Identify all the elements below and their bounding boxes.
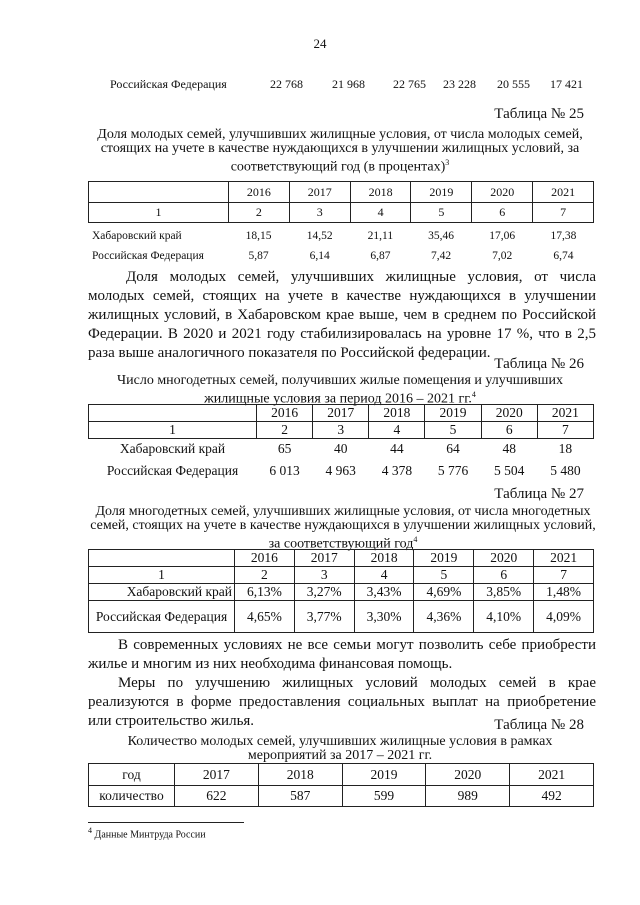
table25-colnum: 4 bbox=[350, 203, 411, 223]
table25-colnum: 7 bbox=[533, 203, 594, 223]
body-paragraph: Меры по улучшению жилищных условий молодых семей в крае реализуются в форме предоставления социальных выплат на приобретение или строительство жилья. bbox=[88, 675, 596, 729]
footnote-text: Данные Минтруда России bbox=[94, 829, 206, 841]
table28-cell: 622 bbox=[175, 786, 259, 807]
table26-cell: 5 504 bbox=[494, 462, 525, 478]
carryover-label: Российская Федерация bbox=[110, 77, 227, 91]
table26-year: 2018 bbox=[369, 405, 425, 422]
table26-cell: 40 bbox=[333, 441, 348, 457]
table28-year: 2019 bbox=[342, 764, 426, 786]
table28-header-label: год bbox=[89, 764, 175, 786]
table25-cell: 6,74 bbox=[553, 250, 574, 262]
table27-cell: 1,48% bbox=[534, 584, 594, 601]
footnote-divider bbox=[88, 822, 244, 823]
table27-row-label: Российская Федерация bbox=[89, 601, 235, 633]
table25-year: 2016 bbox=[229, 182, 290, 203]
table26-cell: 4 963 bbox=[325, 462, 356, 478]
table25-row-label: Хабаровский край bbox=[92, 230, 182, 242]
table26-caption-note: 4 bbox=[471, 390, 476, 399]
table25-year: 2019 bbox=[411, 182, 472, 203]
table27-colnum: 4 bbox=[354, 567, 414, 584]
table27-cell: 6,13% bbox=[235, 584, 295, 601]
table-row bbox=[88, 226, 594, 246]
table26-cell: 64 bbox=[446, 441, 460, 457]
table25-colnum: 2 bbox=[229, 203, 290, 223]
table25-year: 2018 bbox=[350, 182, 411, 203]
table27-cell: 3,77% bbox=[294, 601, 354, 633]
table27-cell: 3,27% bbox=[294, 584, 354, 601]
table28 bbox=[88, 763, 594, 807]
table27-cell: 4,69% bbox=[414, 584, 474, 601]
body-paragraph: В современных условиях не все семьи могут позволить себе приобрести жилье и многим из них необходима финансовая помощь. bbox=[88, 637, 596, 672]
table28-year: 2018 bbox=[258, 764, 342, 786]
table26-heading: Таблица № 26 bbox=[494, 356, 584, 372]
table26-colnum: 2 bbox=[257, 422, 313, 439]
table25-colnum: 1 bbox=[89, 203, 229, 223]
carryover-value: 22 765 bbox=[393, 77, 426, 91]
table25-cell: 7,02 bbox=[492, 250, 513, 262]
table25-cell: 17,06 bbox=[489, 230, 516, 242]
table25-cell: 21,11 bbox=[367, 230, 394, 242]
table25-colnum: 3 bbox=[289, 203, 350, 223]
table27-year: 2018 bbox=[354, 550, 414, 567]
table27-year: 2016 bbox=[235, 550, 295, 567]
table25-caption-text: Доля молодых семей, улучшивших жилищные условия, от числа молодых семей, стоящих на учете в качестве нуждающихся в улучшении жилищных условий, за соответствующий год (в процентах) bbox=[97, 127, 583, 175]
table-row bbox=[89, 584, 594, 601]
table25-colnum: 6 bbox=[472, 203, 533, 223]
page-number: 24 bbox=[313, 36, 327, 51]
table26-cell: 18 bbox=[558, 441, 573, 457]
table28-caption: Количество молодых семей, улучшивших жилищные условия в рамках мероприятий за 2017 – 2021 гг. bbox=[127, 734, 553, 763]
table28-cell: 989 bbox=[426, 786, 510, 807]
table27-colnum: 5 bbox=[414, 567, 474, 584]
table27-cell: 3,43% bbox=[354, 584, 414, 601]
table28-heading: Таблица № 28 bbox=[494, 717, 584, 733]
carryover-value: 23 228 bbox=[443, 77, 476, 91]
table27-year: 2020 bbox=[474, 550, 534, 567]
table25-cell: 35,46 bbox=[428, 230, 454, 242]
table25-corner bbox=[89, 182, 229, 203]
table26 bbox=[88, 404, 594, 482]
table27-row-label: Хабаровский край bbox=[89, 584, 235, 601]
table25-year: 2017 bbox=[289, 182, 350, 203]
table27-cell: 4,65% bbox=[235, 601, 295, 633]
table-row bbox=[88, 246, 594, 266]
table27-cell: 4,36% bbox=[414, 601, 474, 633]
table26-year: 2019 bbox=[425, 405, 481, 422]
table25-year: 2021 bbox=[533, 182, 594, 203]
table26-year: 2017 bbox=[313, 405, 369, 422]
table26-cell: 6 013 bbox=[269, 462, 300, 478]
table28-cell: 587 bbox=[258, 786, 342, 807]
table25-cell: 14,52 bbox=[306, 230, 333, 242]
table25-caption-note: 3 bbox=[445, 158, 450, 167]
carryover-value: 21 968 bbox=[332, 77, 365, 91]
body-paragraph: Доля молодых семей, улучшивших жилищные условия, от числа молодых семей, стоящих на учете в качестве нуждающихся в улучшении жилищных условий, в Хабаровском крае выше, чем в среднем по Российской Федерации. В 2020 и 2021 году стабилизировалась на уровне 17 %, что в 2,5 раза выше аналогичного показателя по Российской федерации. bbox=[88, 269, 596, 361]
table26-row-label: Российская Федерация bbox=[106, 462, 239, 478]
table25-cell: 6,87 bbox=[370, 250, 391, 262]
table25-cell: 7,42 bbox=[430, 250, 452, 262]
table25-cell: 18,15 bbox=[245, 230, 272, 242]
table27-cell: 3,30% bbox=[354, 601, 414, 633]
table-row bbox=[89, 601, 594, 633]
table27-cell: 3,85% bbox=[474, 584, 534, 601]
footnote-mark: 4 bbox=[88, 826, 92, 835]
table26-colnum: 1 bbox=[89, 422, 257, 439]
table25-cell: 5,87 bbox=[248, 250, 269, 262]
table28-cell: 492 bbox=[510, 786, 594, 807]
table26-year: 2021 bbox=[537, 405, 593, 422]
table27-year: 2021 bbox=[534, 550, 594, 567]
carryover-value: 20 555 bbox=[497, 77, 530, 91]
table27-corner bbox=[89, 550, 235, 567]
table27 bbox=[88, 549, 594, 633]
carryover-value: 17 421 bbox=[550, 77, 583, 91]
table25-cell: 17,38 bbox=[550, 230, 577, 242]
table27-colnum: 3 bbox=[294, 567, 354, 584]
table28-row-label: количество bbox=[89, 786, 175, 807]
table27-colnum: 1 bbox=[89, 567, 235, 584]
table26-caption-text: Число многодетных семей, получивших жилые помещения и улучшивших жилищные условия за период 2016 – 2021 гг. bbox=[117, 373, 563, 407]
table28-year: 2020 bbox=[426, 764, 510, 786]
table26-cell: 4 378 bbox=[381, 462, 413, 478]
table25-header bbox=[88, 181, 594, 223]
footnote bbox=[88, 826, 206, 840]
table26-cell: 48 bbox=[502, 441, 516, 457]
table26-colnum: 6 bbox=[481, 422, 537, 439]
table26-cell: 44 bbox=[390, 441, 404, 457]
table25-body bbox=[88, 226, 594, 266]
table26-colnum: 5 bbox=[425, 422, 481, 439]
table26-colnum: 4 bbox=[369, 422, 425, 439]
table27-colnum: 2 bbox=[235, 567, 295, 584]
table-row bbox=[89, 786, 594, 807]
table26-cell: 5 776 bbox=[437, 462, 469, 478]
table27-heading: Таблица № 27 bbox=[494, 486, 584, 502]
table28-year: 2017 bbox=[175, 764, 259, 786]
table26-cell: 5 480 bbox=[550, 462, 581, 478]
table25-cell: 6,14 bbox=[309, 250, 330, 262]
table26-corner bbox=[89, 405, 257, 422]
table25-colnum: 5 bbox=[411, 203, 472, 223]
table-row bbox=[89, 460, 594, 482]
table27-year: 2017 bbox=[294, 550, 354, 567]
table26-row-label: Хабаровский край bbox=[119, 441, 226, 457]
table27-cell: 4,10% bbox=[474, 601, 534, 633]
table27-colnum: 6 bbox=[474, 567, 534, 584]
table27-caption bbox=[88, 505, 598, 552]
table25-heading: Таблица № 25 bbox=[494, 106, 584, 122]
table26-year: 2016 bbox=[257, 405, 313, 422]
table26-year: 2020 bbox=[481, 405, 537, 422]
table-row bbox=[89, 439, 594, 460]
table27-colnum: 7 bbox=[534, 567, 594, 584]
table28-cell: 599 bbox=[342, 786, 426, 807]
table25-caption bbox=[90, 128, 590, 175]
table26-cell: 65 bbox=[277, 441, 292, 457]
table25-row-label: Российская Федерация bbox=[92, 250, 204, 262]
table27-cell: 4,09% bbox=[534, 601, 594, 633]
table27-caption-note: 4 bbox=[413, 535, 418, 544]
table26-caption bbox=[90, 374, 590, 407]
table27-caption-text: Доля многодетных семей, улучшивших жилищные условия, от числа многодетных семей, стоящих на учете в качестве нуждающихся в улучшении жилищных условий, за соответствующий год bbox=[90, 504, 596, 552]
table28-year: 2021 bbox=[510, 764, 594, 786]
table27-year: 2019 bbox=[414, 550, 474, 567]
carryover-value: 22 768 bbox=[270, 77, 303, 91]
table26-colnum: 3 bbox=[313, 422, 369, 439]
table25-year: 2020 bbox=[472, 182, 533, 203]
table26-colnum: 7 bbox=[537, 422, 593, 439]
